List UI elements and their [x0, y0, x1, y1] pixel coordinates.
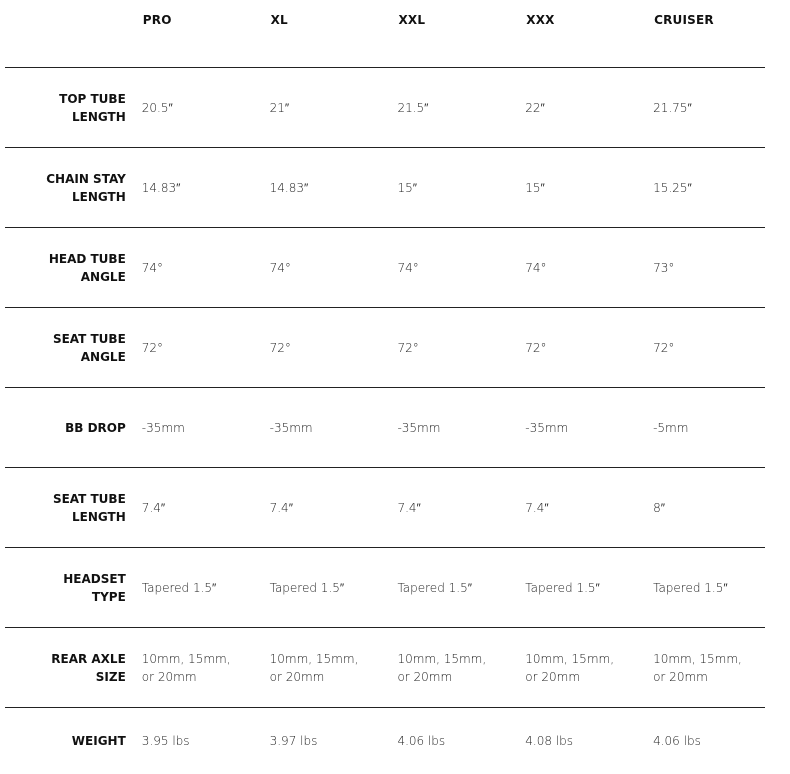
spec-cell: -35mm — [509, 388, 637, 468]
spec-row-bb-drop — [5, 388, 765, 468]
spec-cell: 20.5″ — [126, 68, 254, 148]
column-header-xl: XL — [254, 0, 382, 68]
spec-cell: 10mm, 15mm, or 20mm — [509, 628, 637, 708]
spec-cell: 74° — [381, 228, 509, 308]
spec-cell: 74° — [509, 228, 637, 308]
spec-cell: 72° — [509, 308, 637, 388]
spec-cell: 74° — [126, 228, 254, 308]
spec-cell: 4.08 lbs — [525, 733, 574, 748]
spec-cell: 10mm, 15mm, or 20mm — [637, 628, 765, 708]
spec-cell: 8″ — [637, 468, 765, 548]
row-label: SEAT TUBE ANGLE — [5, 308, 126, 388]
geometry-spec-table — [5, 0, 765, 774]
spec-cell: 14.83″ — [254, 148, 382, 228]
spec-cell: 3.95 lbs — [141, 733, 190, 748]
spec-cell: Tapered 1.5″ — [126, 548, 254, 628]
row-label: TOP TUBE LENGTH — [5, 68, 126, 148]
spec-row-rear-axle-size — [5, 628, 765, 708]
spec-row-weight — [5, 708, 765, 774]
header-row — [5, 0, 765, 68]
spec-row-seat-tube-angle — [5, 308, 765, 388]
spec-cell: 7.4″ — [381, 468, 509, 548]
spec-cell: 7.4″ — [509, 468, 637, 548]
spec-row-top-tube-length — [5, 68, 765, 148]
row-label: BB DROP — [5, 388, 126, 468]
row-label: WEIGHT — [71, 733, 126, 748]
spec-cell: -5mm — [637, 388, 765, 468]
spec-cell: Tapered 1.5″ — [254, 548, 382, 628]
row-label: SEAT TUBE LENGTH — [5, 468, 126, 548]
spec-cell: 10mm, 15mm, or 20mm — [126, 628, 254, 708]
spec-row-chain-stay-length — [5, 148, 765, 228]
column-header-cruiser: CRUISER — [637, 0, 765, 68]
spec-cell: 72° — [126, 308, 254, 388]
spec-cell: 21″ — [254, 68, 382, 148]
row-label: HEADSET TYPE — [5, 548, 126, 628]
spec-cell: Tapered 1.5″ — [509, 548, 637, 628]
spec-cell: 15″ — [381, 148, 509, 228]
column-header-xxx: XXX — [509, 0, 637, 68]
row-label: REAR AXLE SIZE — [5, 628, 126, 708]
spec-cell: 4.06 lbs — [397, 733, 446, 748]
spec-cell: 74° — [254, 228, 382, 308]
spec-cell: 10mm, 15mm, or 20mm — [381, 628, 509, 708]
spec-cell: -35mm — [126, 388, 254, 468]
spec-cell: 7.4″ — [126, 468, 254, 548]
row-label: HEAD TUBE ANGLE — [5, 228, 126, 308]
spec-row-head-tube-angle — [5, 228, 765, 308]
spec-cell: -35mm — [381, 388, 509, 468]
spec-cell: 72° — [381, 308, 509, 388]
spec-cell: 14.83″ — [126, 148, 254, 228]
spec-cell: 15.25″ — [637, 148, 765, 228]
column-header-xxl: XXL — [381, 0, 509, 68]
spec-cell: 3.97 lbs — [269, 733, 318, 748]
spec-cell: 10mm, 15mm, or 20mm — [254, 628, 382, 708]
header-corner — [5, 0, 126, 68]
spec-cell: -35mm — [254, 388, 382, 468]
spec-table-header — [5, 0, 765, 68]
spec-cell: 21.5″ — [381, 68, 509, 148]
spec-cell: 4.06 lbs — [653, 733, 701, 748]
spec-row-seat-tube-length — [5, 468, 765, 548]
column-header-pro: PRO — [126, 0, 254, 68]
spec-cell: 7.4″ — [254, 468, 382, 548]
spec-table-body — [5, 68, 765, 774]
spec-cell: 15″ — [509, 148, 637, 228]
spec-cell: Tapered 1.5″ — [637, 548, 765, 628]
spec-cell: 22″ — [509, 68, 637, 148]
spec-cell: 21.75″ — [637, 68, 765, 148]
spec-cell: 72° — [254, 308, 382, 388]
spec-cell: 73° — [637, 228, 765, 308]
row-label: CHAIN STAY LENGTH — [5, 148, 126, 228]
spec-cell: Tapered 1.5″ — [381, 548, 509, 628]
spec-cell: 72° — [637, 308, 765, 388]
spec-row-headset-type — [5, 548, 765, 628]
